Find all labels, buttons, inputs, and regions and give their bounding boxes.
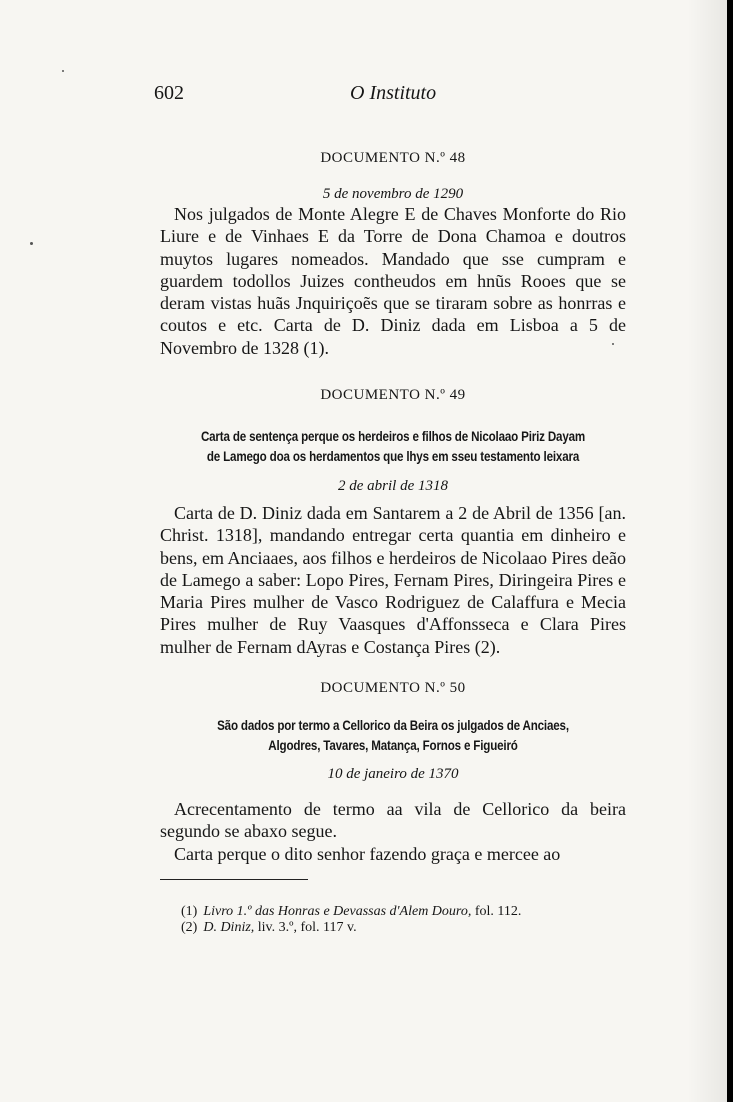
footnote-reference: liv. 3.º, fol. 117 v. [254, 920, 357, 935]
footnote-reference: fol. 112. [471, 904, 522, 919]
footnote-divider [160, 879, 308, 880]
page-header [154, 82, 634, 108]
footnote-mark: (1) [181, 904, 198, 919]
scan-speck [62, 70, 64, 72]
document-49-heading: DOCUMENTO N.º 49 [320, 387, 466, 403]
document-50-paragraph: Acrecentamento de termo aa vila de Cellorico da beira segundo se abaxo segue. [160, 799, 626, 842]
document-49-text: Carta de D. Diniz dada em Santarem a 2 de Abril de 1356 [an. Christ. 1318], mandando entregar certa quantia em dinheiro e bens, em Anciaaes, aos filhos e herdeiros de Nicolaao Pires deão de Lamego a saber: Lopo Pires, Fernam Pires, Diringeira Pires e Maria Pires mulher de Vasco Rodriguez de Calaffura e Mecia Pires mulher de Ruy Vaasques d'Affonsseca e Clara Pires mulher de Fernam dAyras e Costança Pires (2). [160, 503, 626, 657]
document-50-date: 10 de janeiro de 1370 [327, 766, 459, 782]
scan-speck [612, 343, 614, 345]
footnote-source: Livro 1.º das Honras e Devassas d'Alem Douro, [203, 904, 472, 919]
document-50-paragraph: Carta perque o dito senhor fazendo graça e mercee ao [174, 843, 561, 864]
document-49-summary [193, 427, 594, 467]
footnote-1 [181, 904, 621, 920]
document-50-summary-line: São dados por termo a Cellorico da Beira os julgados de Anciaes, [217, 718, 569, 733]
document-50-summary-line: Algodres, Tavares, Matança, Fornos e Figueiró [268, 738, 518, 753]
document-49-summary-line: Carta de sentença perque os herdeiros e filhos de Nicolaao Piriz Dayam [200, 429, 586, 444]
document-48-text: Nos julgados de Monte Alegre E de Chaves Monforte do Rio Liure e de Vinhaes E da Torre de Dona Chamoa e doutros muytos lugares nomeados. Mandado que sse cumpram e guardem todollos Juizes contheudos em hnũs Rooes que se deram vistas huãs Jnquiriçoẽs que se tiraram sobre as honrras e coutos e etc. Carta de D. Diniz dada em Lisboa a 5 de Novembro de 1328 (1). [160, 204, 626, 358]
footnote-source: D. Diniz, [203, 920, 255, 935]
footnote-2 [181, 920, 621, 936]
document-50-text [160, 798, 626, 865]
running-title: O Instituto [350, 82, 437, 104]
scan-speck [30, 242, 33, 245]
document-48-date: 5 de novembro de 1290 [322, 186, 464, 202]
document-50-heading: DOCUMENTO N.º 50 [320, 680, 466, 696]
scan-edge-shadow [687, 0, 727, 1102]
document-49-summary-line: de Lamego doa os herdamentos que lhys em sseu testamento leixara [206, 449, 580, 464]
page-number: 602 [154, 82, 184, 104]
footnote-mark: (2) [181, 920, 198, 935]
document-48-heading: DOCUMENTO N.º 48 [320, 150, 466, 166]
footnotes [181, 904, 621, 936]
document-49-date: 2 de abril de 1318 [338, 478, 448, 494]
document-50-summary [193, 716, 594, 756]
